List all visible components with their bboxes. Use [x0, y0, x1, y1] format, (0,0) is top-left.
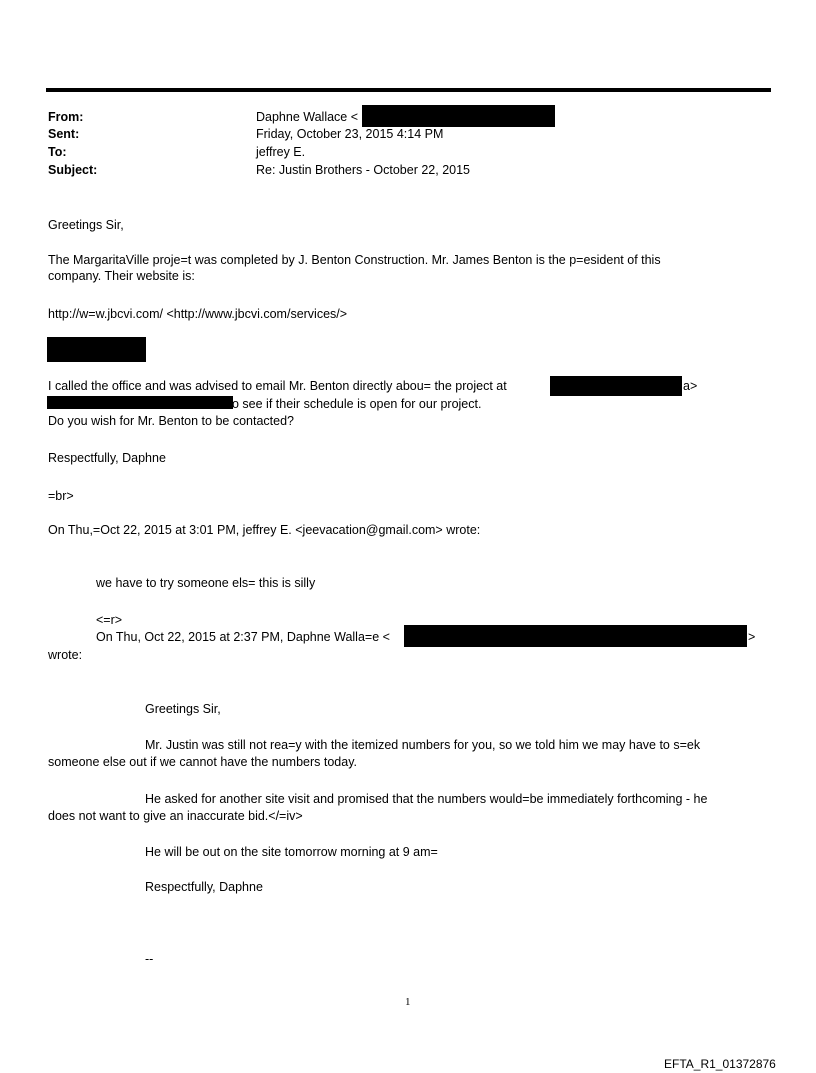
page-number: 1 [405, 996, 411, 1008]
para2-line1: I called the office and was advised to email Mr. Benton directly abou= the project at [48, 379, 507, 393]
quote2-para2-line2: does not want to give an inaccurate bid.</=iv> [48, 809, 303, 823]
greeting: Greetings Sir, [48, 218, 124, 232]
redaction-nested-email [404, 625, 747, 647]
sent-value: Friday, October 23, 2015 4:14 PM [256, 127, 444, 141]
quote2-dashes: -- [145, 952, 154, 966]
quote2-signoff: Respectfully, Daphne [145, 880, 263, 894]
quote1-wrote: wrote: [48, 648, 83, 662]
redaction-mailto [47, 396, 233, 409]
para2-line1-tail: a> [683, 379, 698, 393]
quote2-para2-line1: He asked for another site visit and promised that the numbers would=be immediately forthcoming - he [145, 792, 708, 806]
quote2-greeting: Greetings Sir, [145, 702, 221, 716]
quote2-para3: He will be out on the site tomorrow morning at 9 am= [145, 845, 438, 859]
para1-line2: company. Their website is: [48, 269, 195, 283]
quote-header: On Thu,=Oct 22, 2015 at 3:01 PM, jeffrey E. <jeevacation@gmail.com> wrote: [48, 523, 481, 537]
subject-value: Re: Justin Brothers - October 22, 2015 [256, 163, 470, 177]
question: Do you wish for Mr. Benton to be contacted? [48, 414, 294, 428]
redaction-email-inline [550, 376, 682, 396]
from-value: Daphne Wallace < [256, 110, 359, 124]
from-label: From: [48, 110, 84, 124]
quote1-nested-header-tail: > [748, 630, 756, 644]
sent-label: Sent: [48, 127, 80, 141]
quote2-para1-line2: someone else out if we cannot have the numbers today. [48, 755, 357, 769]
para1-line1: The MargaritaVille proje=t was completed by J. Benton Construction. Mr. James Benton is the p=esident of this [48, 253, 661, 267]
para2-line2: o see if their schedule is open for our project. [232, 397, 482, 411]
website-link: http://w=w.jbcvi.com/ <http://www.jbcvi.com/services/> [48, 307, 348, 321]
quote1-artifact: <=r> [96, 613, 123, 627]
br-artifact: =br> [48, 489, 74, 503]
quote1-nested-header: On Thu, Oct 22, 2015 at 2:37 PM, Daphne Walla=e < [96, 630, 390, 644]
subject-label: Subject: [48, 163, 98, 177]
quote2-para1-line1: Mr. Justin was still not rea=y with the itemized numbers for you, so we told him we may have to s=ek [145, 738, 701, 752]
redaction-block [47, 337, 146, 362]
to-label: To: [48, 145, 67, 159]
redaction-from-email [362, 105, 555, 127]
document-id: EFTA_R1_01372876 [664, 1057, 776, 1071]
to-value: jeffrey E. [256, 145, 306, 159]
quote1-line1: we have to try someone els= this is silly [96, 576, 316, 590]
header-rule [46, 88, 771, 92]
signoff: Respectfully, Daphne [48, 451, 166, 465]
